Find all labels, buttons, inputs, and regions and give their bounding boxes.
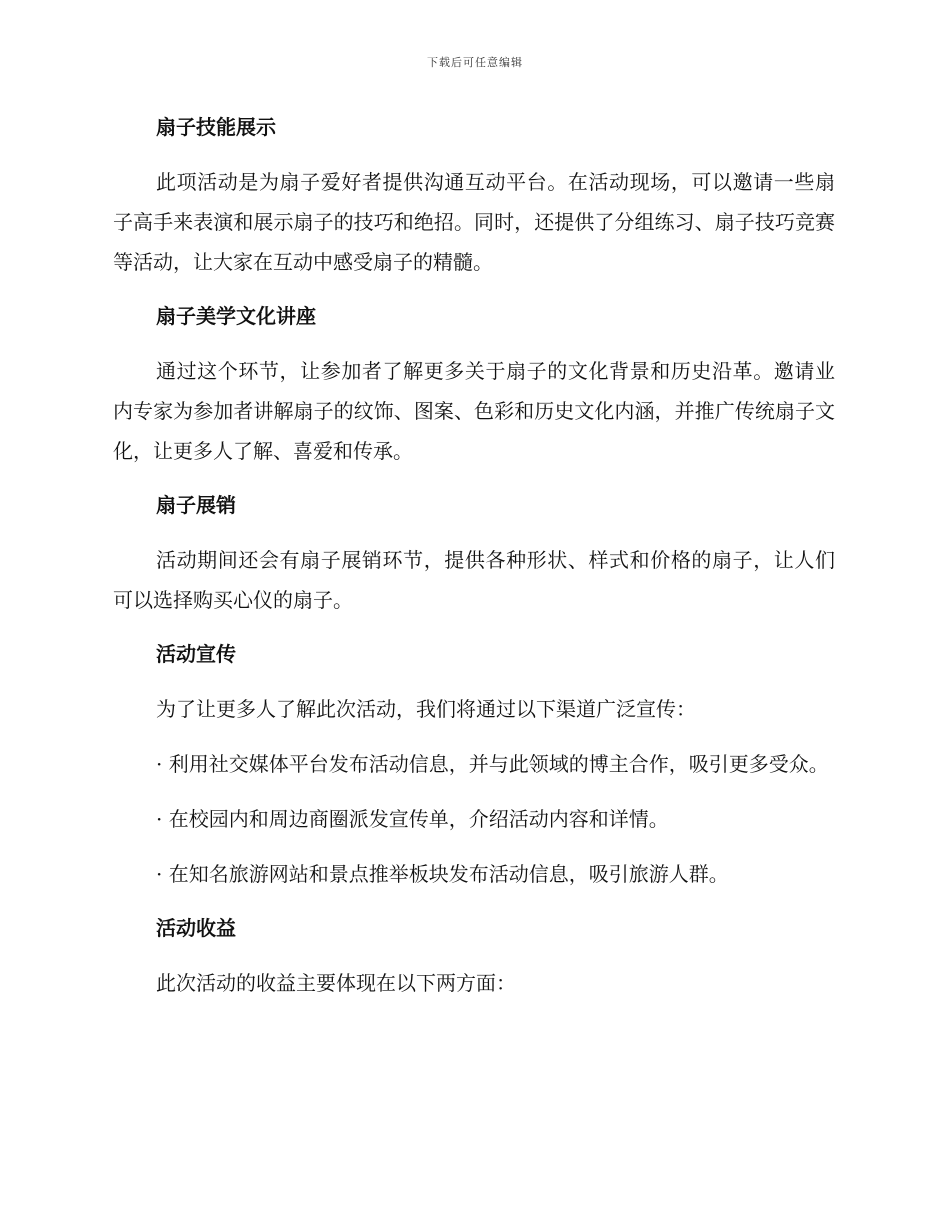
section-paragraph-fan-sales: 活动期间还会有扇子展销环节，提供各种形状、样式和价格的扇子，让人们可以选择购买心仪的扇子。	[113, 548, 835, 612]
section-heading-promotion: 活动宣传	[156, 642, 236, 666]
section-heading-fan-skills: 扇子技能展示	[156, 115, 276, 139]
section-intro-promotion: 为了让更多人了解此次活动，我们将通过以下渠道广泛宣传：	[156, 697, 696, 721]
document-body	[113, 108, 835, 1018]
section-heading-benefits: 活动收益	[156, 916, 236, 940]
promotion-bullet-social-media: · 利用社交媒体平台发布活动信息，并与此领域的博主合作，吸引更多受众。	[156, 752, 829, 776]
promotion-bullet-travel-sites: · 在知名旅游网站和景点推举板块发布活动信息，吸引旅游人群。	[156, 862, 729, 886]
section-paragraph-fan-skills: 此项活动是为扇子爱好者提供沟通互动平台。在活动现场，可以邀请一些扇子高手来表演和展示扇子的技巧和绝招。同时，还提供了分组练习、扇子技巧竞赛等活动，让大家在互动中感受扇子的精髓。	[113, 170, 835, 274]
section-heading-fan-culture-lecture: 扇子美学文化讲座	[156, 304, 316, 328]
promotion-bullet-campus-flyers: · 在校园内和周边商圈派发宣传单，介绍活动内容和详情。	[156, 807, 669, 831]
section-heading-fan-sales: 扇子展销	[156, 493, 236, 517]
page-header-note: 下载后可任意编辑	[427, 56, 523, 69]
section-paragraph-fan-culture-lecture: 通过这个环节，让参加者了解更多关于扇子的文化背景和历史沿革。邀请业内专家为参加者讲解扇子的纹饰、图案、色彩和历史文化内涵，并推广传统扇子文化，让更多人了解、喜爱和传承。	[113, 359, 835, 463]
section-intro-benefits: 此次活动的收益主要体现在以下两方面：	[156, 971, 516, 995]
